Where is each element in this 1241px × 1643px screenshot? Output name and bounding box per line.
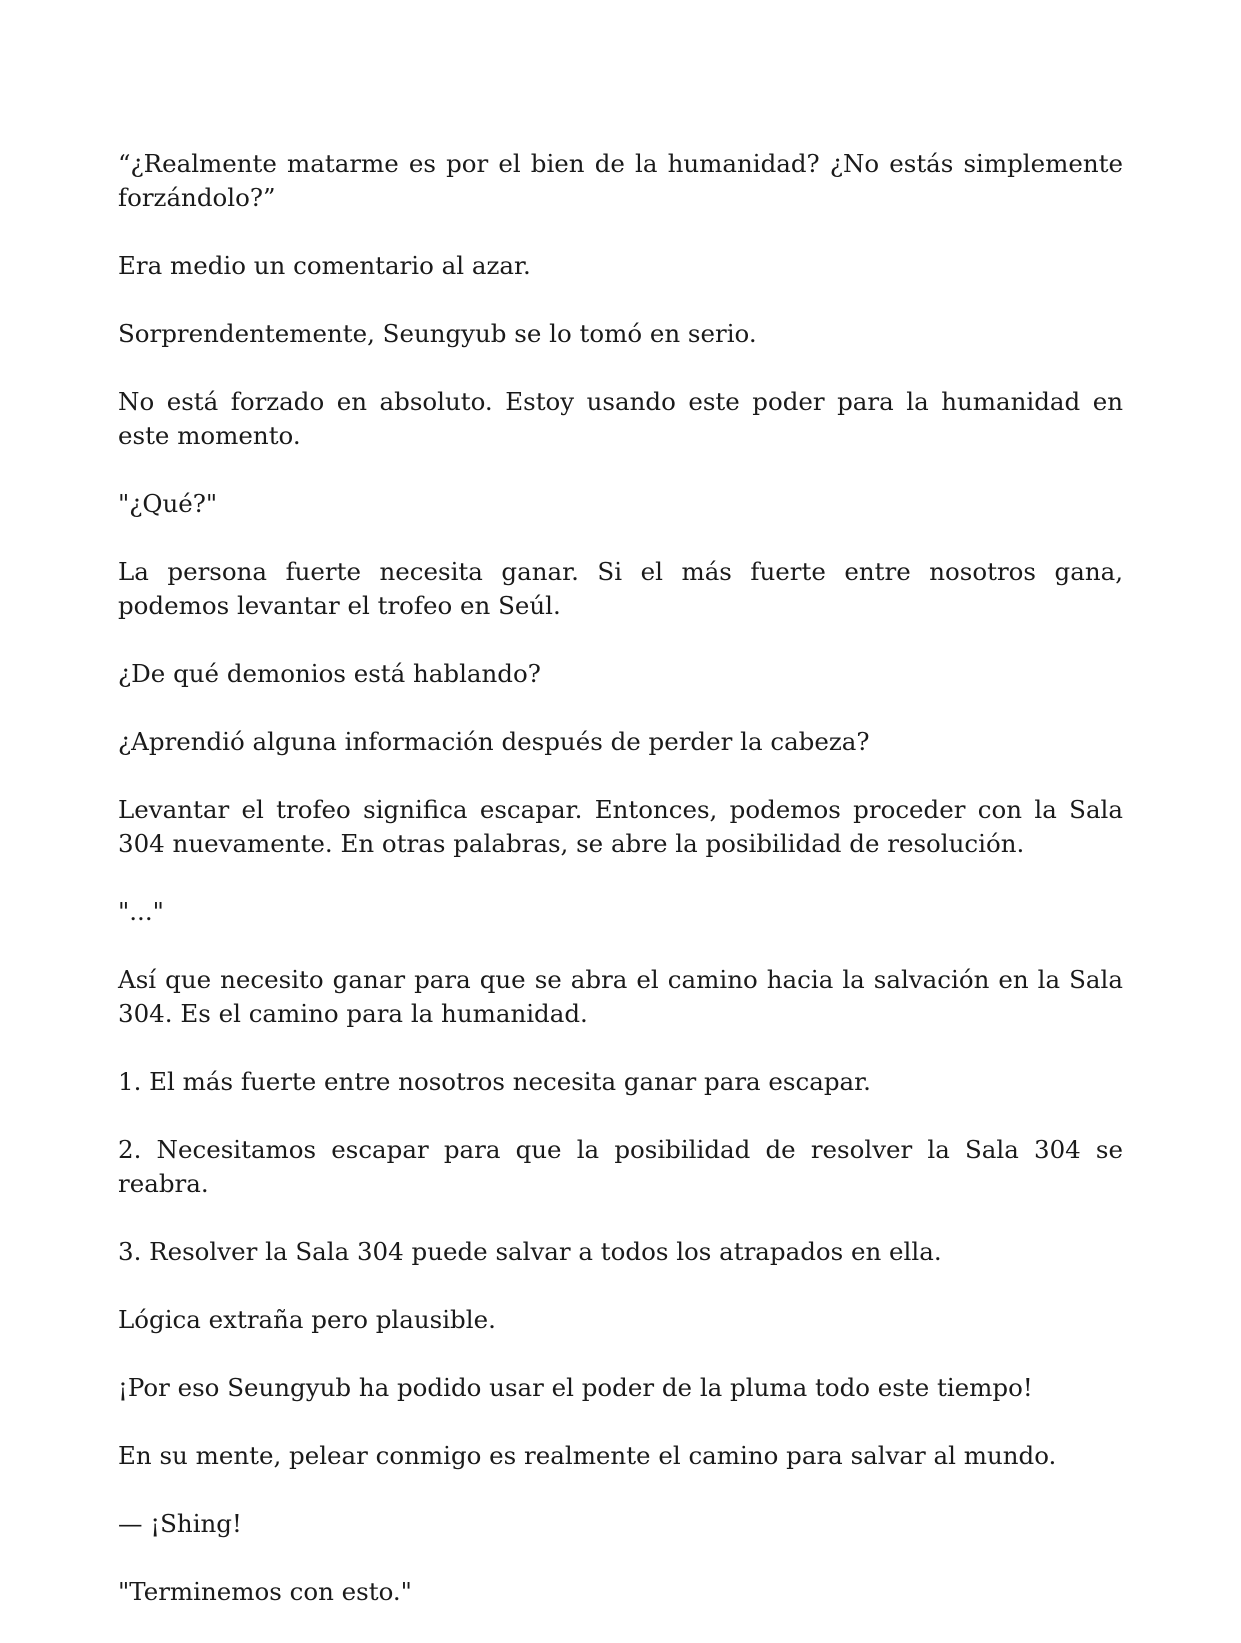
paragraph: 2. Necesitamos escapar para que la posibilidad de resolver la Sala 304 se reabra.	[118, 1135, 1123, 1198]
paragraph: Levantar el trofeo significa escapar. Entonces, podemos proceder con la Sala 304 nuevamente. En otras palabras, se abre la posibilidad de resolución.	[118, 795, 1123, 858]
paragraph: "¿Qué?"	[118, 489, 218, 518]
document-body	[118, 147, 1123, 1643]
paragraph: ¿Aprendió alguna información después de perder la cabeza?	[118, 727, 870, 756]
paragraph: Era medio un comentario al azar.	[118, 251, 531, 280]
paragraph: Sorprendentemente, Seungyub se lo tomó en serio.	[118, 319, 757, 348]
paragraph: "Terminemos con esto."	[118, 1577, 412, 1606]
paragraph: No está forzado en absoluto. Estoy usando este poder para la humanidad en este momento.	[118, 387, 1123, 450]
paragraph: — ¡Shing!	[118, 1509, 242, 1538]
paragraph: La persona fuerte necesita ganar. Si el más fuerte entre nosotros gana, podemos levantar el trofeo en Seúl.	[118, 557, 1123, 620]
paragraph: En su mente, pelear conmigo es realmente el camino para salvar al mundo.	[118, 1441, 1057, 1470]
paragraph: "..."	[118, 897, 164, 926]
paragraph: Así que necesito ganar para que se abra el camino hacia la salvación en la Sala 304. Es el camino para la humanidad.	[118, 965, 1123, 1028]
paragraph: 3. Resolver la Sala 304 puede salvar a todos los atrapados en ella.	[118, 1237, 942, 1266]
paragraph: 1. El más fuerte entre nosotros necesita ganar para escapar.	[118, 1067, 871, 1096]
paragraph: ¿De qué demonios está hablando?	[118, 659, 541, 688]
paragraph: Lógica extraña pero plausible.	[118, 1305, 496, 1334]
paragraph: ¡Por eso Seungyub ha podido usar el poder de la pluma todo este tiempo!	[118, 1373, 1033, 1402]
paragraph: “¿Realmente matarme es por el bien de la humanidad? ¿No estás simplemente forzándolo?”	[118, 149, 1123, 212]
